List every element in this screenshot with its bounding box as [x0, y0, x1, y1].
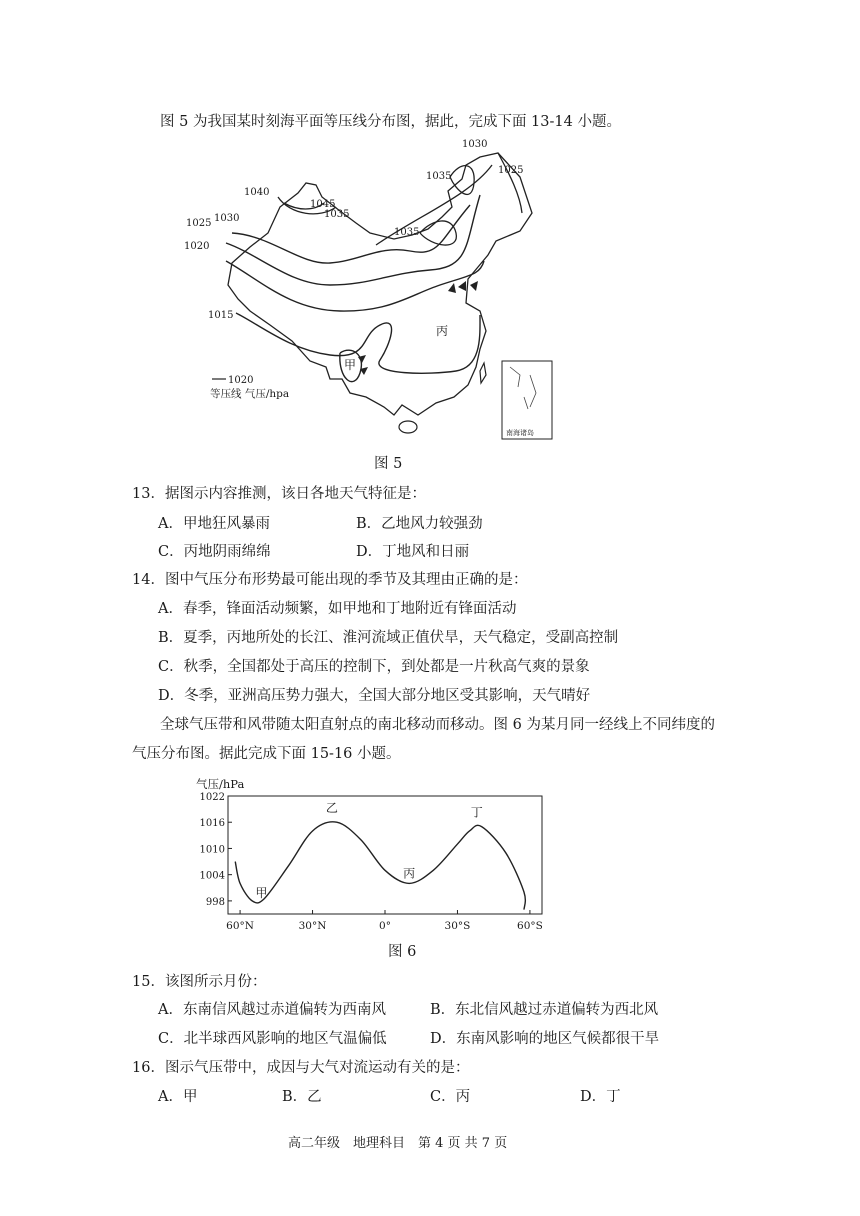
q14-option-a: A．春季，锋面活动频繁，如甲地和丁地附近有锋面活动	[158, 601, 517, 617]
isobar-line	[498, 153, 522, 213]
isobar-label: 1025	[498, 165, 524, 176]
question-15-stem: 15．该图所示月份：	[132, 974, 267, 990]
q14-option-b: B．夏季，丙地所处的长江、淮河流域正值伏旱，天气稳定，受副高控制	[158, 630, 619, 646]
q15-option-b: B．东北信风越过赤道偏转为西北风	[430, 1002, 659, 1018]
isobar-label: 1035	[426, 171, 452, 182]
q14-option-c: C．秋季，全国都处于高压的控制下，到处都是一片秋高气爽的景象	[158, 659, 590, 675]
intro-text-1: 图 5 为我国某时刻海平面等压线分布图，据此，完成下面 13-14 小题。	[160, 114, 621, 130]
x-tick-label: 60°S	[517, 920, 543, 932]
y-tick-label: 1022	[199, 792, 225, 803]
q16-option-b: B．乙	[282, 1089, 322, 1105]
x-tick-label: 0°	[379, 920, 391, 932]
q13-option-c: C．丙地阴雨绵绵	[158, 544, 271, 560]
q16-option-a: A．甲	[158, 1089, 198, 1105]
x-tick-label: 30°N	[298, 920, 327, 932]
question-16-stem: 16．图示气压带中，成因与大气对流运动有关的是：	[132, 1060, 470, 1076]
q13-option-a: A．甲地狂风暴雨	[158, 516, 270, 532]
isobar-line	[236, 313, 480, 373]
question-13-stem: 13．据图示内容推测，该日各地天气特征是：	[132, 486, 426, 502]
y-tick-label: 1004	[199, 870, 225, 882]
isobar-line	[420, 221, 456, 245]
q13-option-b: B．乙地风力较强劲	[356, 516, 483, 532]
cold-front-symbol	[358, 355, 368, 375]
q16-option-d: D．丁	[580, 1089, 621, 1105]
x-tick-label: 60°N	[226, 920, 254, 932]
isobar-label: 1025	[186, 218, 212, 229]
fig6-caption: 图 6	[388, 944, 417, 960]
q15-option-c: C．北半球西风影响的地区气温偏低	[158, 1031, 387, 1047]
isobar-label: 1020	[184, 241, 210, 252]
y-tick-label: 998	[205, 896, 225, 908]
pressure-latitude-chart	[196, 774, 556, 934]
pressure-curve	[235, 822, 525, 910]
isobar-label: 1030	[214, 213, 240, 224]
legend-text: 等压线 气压/hpa	[210, 388, 290, 400]
south-sea-inset	[502, 361, 552, 439]
isobar-label: 1015	[208, 310, 234, 321]
fig5-caption: 图 5	[374, 456, 403, 472]
cold-front-symbol	[448, 281, 478, 293]
q14-option-d: D．冬季，亚洲高压势力强大，全国大部分地区受其影响，天气晴好	[158, 688, 591, 704]
pressure-belt-label: 丁	[470, 805, 483, 820]
inset-label: 南海诸岛	[506, 429, 534, 437]
place-bing: 丙	[436, 324, 449, 338]
pressure-belt-label: 丙	[403, 866, 416, 881]
intro-text-2-line1: 全球气压带和风带随太阳直射点的南北移动而移动。图 6 为某月同一经线上不同纬度的	[160, 717, 715, 733]
isobar-label: 1030	[462, 139, 488, 150]
pressure-belt-label: 乙	[325, 801, 338, 816]
intro-text-2-line2: 气压分布图。据此完成下面 15-16 小题。	[132, 746, 401, 762]
chart-frame	[228, 796, 542, 914]
y-tick-label: 1010	[199, 844, 225, 856]
q15-option-a: A．东南信风越过赤道偏转为西南风	[158, 1002, 386, 1018]
y-tick-label: 1016	[199, 818, 225, 830]
legend-value: 1020	[228, 375, 254, 386]
inset-coastline	[510, 367, 536, 409]
hainan-outline	[399, 421, 417, 433]
isobar-line	[450, 166, 474, 195]
isobar-label: 1040	[244, 187, 270, 198]
isobar-label: 1045	[310, 199, 336, 210]
page-footer: 高二年级 地理科目 第 4 页 共 7 页	[288, 1136, 508, 1151]
chart-ylabel: 气压/hPa	[196, 777, 245, 791]
country-outline	[228, 153, 532, 415]
isobar-label: 1035	[324, 209, 350, 220]
q16-option-c: C．丙	[430, 1089, 471, 1105]
q15-option-d: D．东南风影响的地区气候都很干旱	[430, 1031, 660, 1047]
isobar-line	[226, 261, 484, 311]
x-tick-label: 30°S	[444, 920, 471, 932]
question-14-stem: 14．图中气压分布形势最可能出现的季节及其理由正确的是：	[132, 572, 528, 588]
taiwan-outline	[480, 363, 486, 383]
place-jia: 甲	[344, 358, 357, 372]
pressure-belt-label: 甲	[255, 885, 268, 900]
isobar-map	[180, 135, 560, 445]
isobar-label: 1035	[394, 227, 420, 238]
q13-option-d: D．丁地风和日丽	[356, 544, 470, 560]
